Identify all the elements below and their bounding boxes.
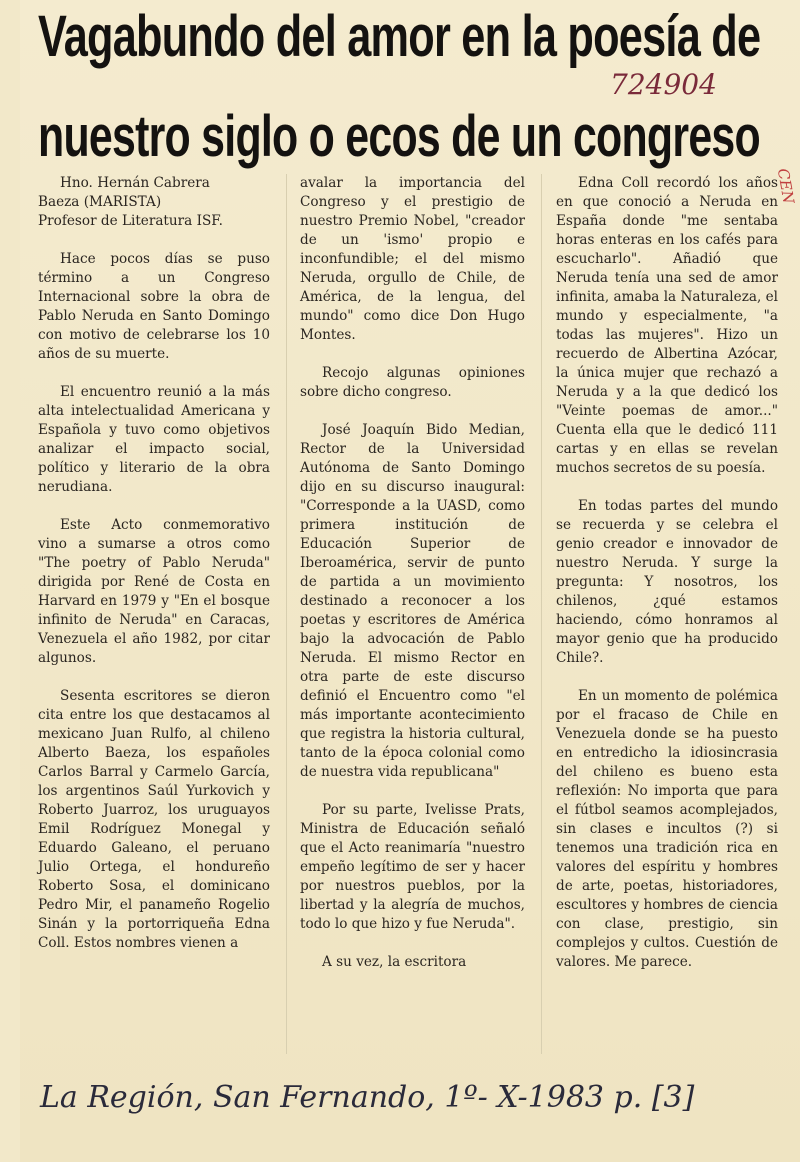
- paragraph: Por su parte, Ivelisse Prats, Ministra de Educación señaló que el Acto reanimaría "nuestro empeño legítimo de ser y hacer por nuestros pueblos, por la libertad y la alegría de muchos, todo lo que hizo y fue Neruda".: [300, 802, 525, 932]
- author-affiliation: Baeza (MARISTA): [38, 194, 162, 210]
- paragraph: En todas partes del mundo se recuerda y se celebra el genio creador e innovador de nuestro Neruda. Y surge la pregunta: Y nosotros, los chilenos, ¿qué estamos haciendo, cómo honramos al mayor genio que ha producido Chile?.: [556, 498, 778, 666]
- reference-number: 724904: [610, 68, 717, 101]
- headline-line-1: Vagabundo del amor en la poesía de: [38, 4, 761, 69]
- article-column-1: [38, 174, 270, 972]
- paragraph: Edna Coll recordó los años en que conoció a Neruda en España donde "me sentaba horas enteras en los cafés para escucharlo". Añadió que Neruda tenía una sed de amor infinita, amaba la Naturaleza, el mundo y especialmente, "a todas las mujeres". Hizo un recuerdo de Albertina Azócar, la única mujer que rechazó a Neruda y a la que dedicó los "Veinte poemas de amor..." Cuenta ella que le dedicó 111 cartas y en ellas se revelan muchos secretos de su poesía.: [556, 175, 778, 476]
- paragraph: Este Acto conmemorativo vino a sumarse a otros como "The poetry of Pablo Neruda" dirigida por René de Costa en Harvard en 1979 y "En el bosque infinito de Neruda" en Caracas, Venezuela el año 1982, por citar algunos.: [38, 517, 270, 666]
- paragraph: En un momento de polémica por el fracaso de Chile en Venezuela donde se ha puesto en entredicho la idiosincrasia del chileno es bueno esta reflexión: No importa que para el fútbol seamos acomplejados, sin clases e incultos (?) si tenemos una tradición rica en valores del espíritu y hombres de arte, poetas, historiadores, escultores y hombres de ciencia con clase, prestigio, sin complejos y cultos. Cuestión de valores. Me parece.: [556, 688, 778, 970]
- paragraph: El encuentro reunió a la más alta intelectualidad Americana y Española y tuvo como objetivos analizar el impacto social, político y literario de la obra nerudiana.: [38, 384, 270, 495]
- author-title: Profesor de Literatura ISF.: [38, 213, 223, 229]
- byline: [38, 174, 270, 231]
- paragraph: Recojo algunas opiniones sobre dicho congreso.: [300, 365, 525, 400]
- paragraph: José Joaquín Bido Median, Rector de la Universidad Autónoma de Santo Domingo dijo en su discurso inaugural: "Corresponde a la UASD, como primera institución de Educación Superior de Iberoamérica, servir de punto de partida a un movimiento destinado a reconocer a los poetas y escritores de América bajo la advocación de Pablo Neruda. El mismo Rector en otra parte de este discurso definió el Encuentro como "el más importante acontecimiento que registra la historia cultural, tanto de la época colonial como de nuestra vida republicana": [300, 422, 525, 780]
- article-column-3: [556, 174, 778, 991]
- paragraph: avalar la importancia del Congreso y el prestigio de nuestro Premio Nobel, "creador de un 'ismo' propio e inconfundible; el del mismo Neruda, orgullo de Chile, de América, de la lengua, del mundo" como dice Don Hugo Montes.: [300, 175, 525, 343]
- side-note: CEN: [773, 166, 798, 206]
- column-divider: [541, 174, 542, 1054]
- author-name: Hno. Hernán Cabrera: [60, 175, 210, 191]
- headline-line-2: nuestro siglo o ecos de un congreso: [38, 104, 760, 169]
- paragraph: Sesenta escritores se dieron cita entre los que destacamos al mexicano Juan Rulfo, al chileno Alberto Baeza, los españoles Carlos Barral y Carmelo García, los argentinos Saúl Yurkovich y Roberto Juarroz, los uruguayos Emil Rodríguez Monegal y Eduardo Galeano, el peruano Julio Ortega, el hondureño Roberto Sosa, el dominicano Pedro Mir, el panameño Rogelio Sinán y la portorriqueña Edna Coll. Estos nombres vienen a: [38, 688, 270, 951]
- column-divider: [286, 174, 287, 1054]
- paragraph: A su vez, la escritora: [322, 954, 467, 970]
- handwritten-source-note: La Región, San Fernando, 1º- X-1983 p. [3]: [40, 1080, 695, 1115]
- article-column-2: [300, 174, 525, 991]
- paragraph: Hace pocos días se puso término a un Congreso Internacional sobre la obra de Pablo Neruda en Santo Domingo con motivo de celebrarse los 10 años de su muerte.: [38, 251, 270, 362]
